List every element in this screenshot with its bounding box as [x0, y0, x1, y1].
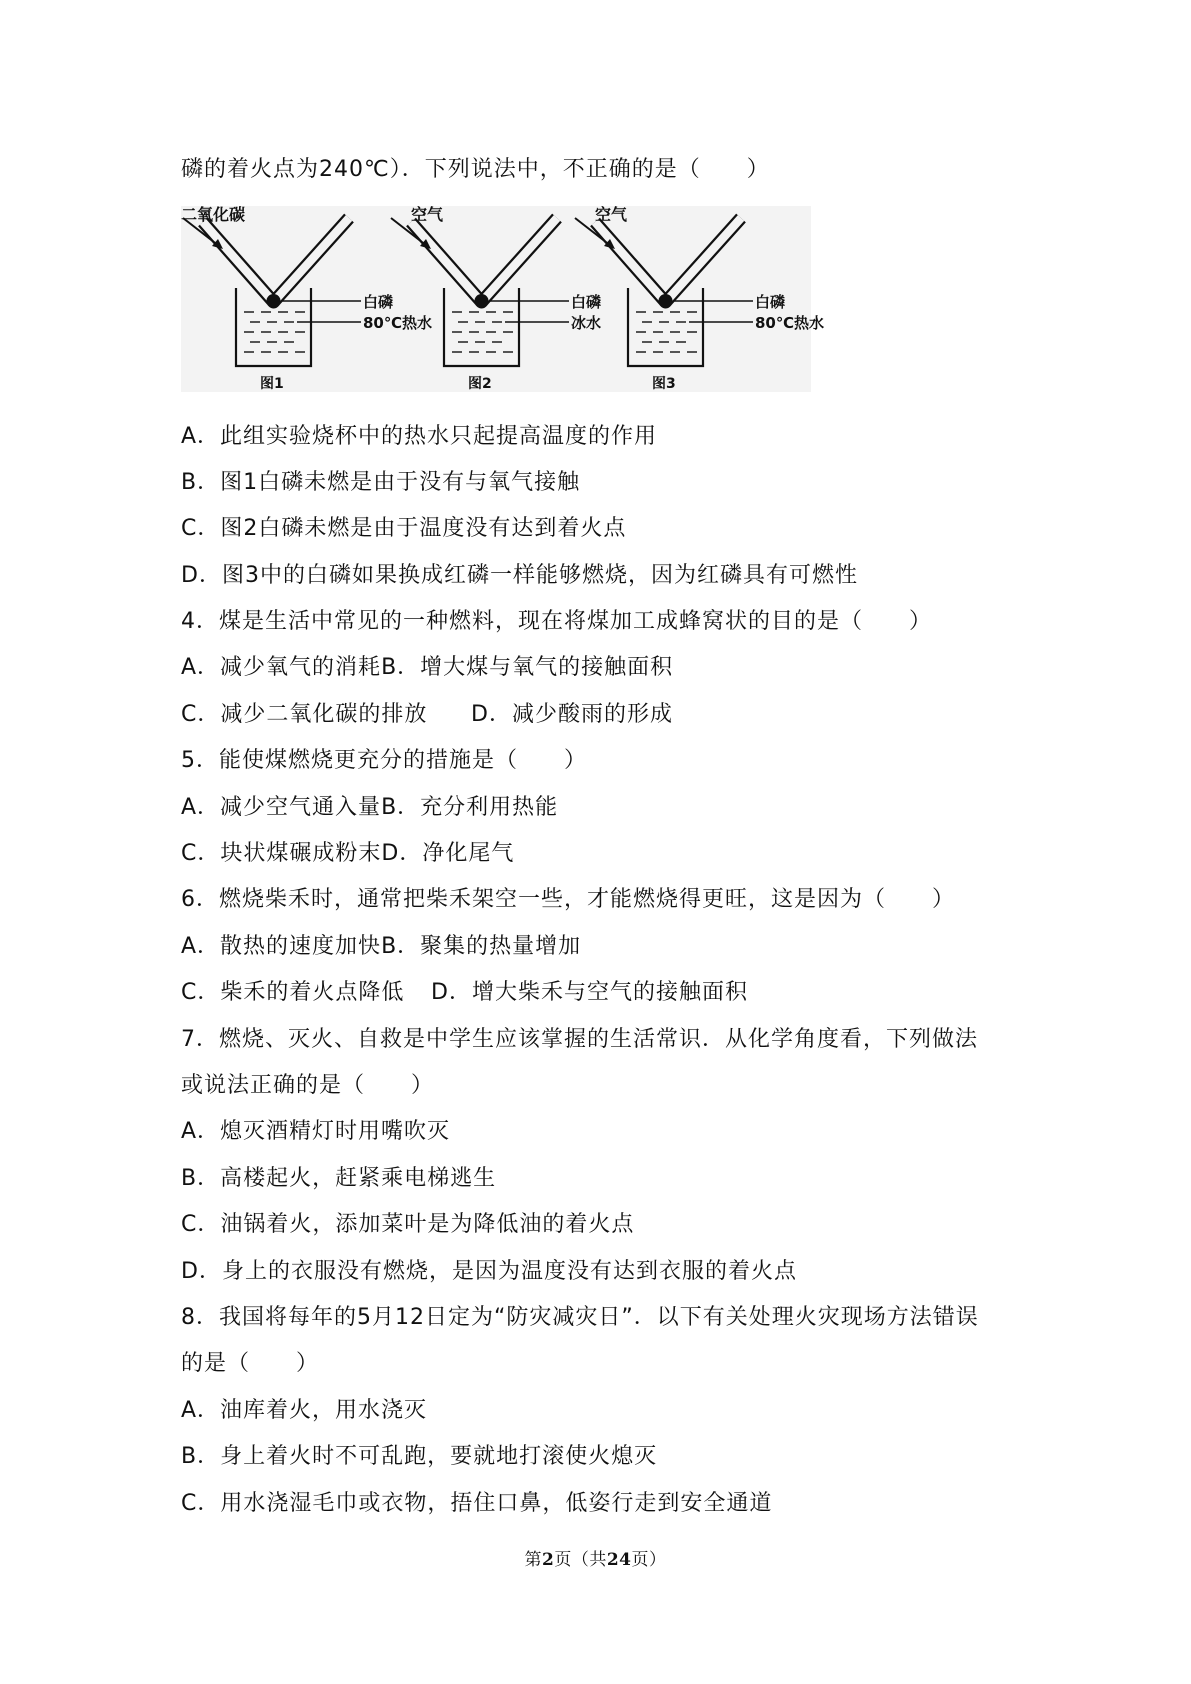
q3-option-a: A．此组实验烧杯中的热水只起提高温度的作用: [181, 424, 658, 449]
q4-stem: 4．煤是生活中常见的一种燃料，现在将煤加工成蜂窝状的目的是（ ）: [181, 609, 932, 634]
q6-option-c: C．柴禾的着火点降低: [181, 980, 405, 1005]
panel-1-phosphorus: [267, 294, 281, 308]
q5-option-b: B．充分利用热能: [381, 795, 559, 820]
panel-3-liquid-label: 80℃热水: [755, 314, 825, 332]
question-3-stem-tail: 磷的着火点为240℃）．下列说法中，不正确的是（ ）: [181, 157, 770, 182]
panel-1-solid-label: 白磷: [363, 293, 394, 311]
panel-2-gas-label: 空气: [411, 205, 444, 224]
q8-stem-line-1: 8．我国将每年的5月12日定为“防灾减灾日”．以下有关处理火灾现场方法错误: [181, 1305, 979, 1330]
panel-3-tube-inner: [595, 218, 741, 302]
q8-option-a: A．油库着火，用水浇灭: [181, 1398, 428, 1423]
q3-option-c: C．图2白磷未燃是由于温度没有达到着火点: [181, 516, 627, 541]
panel-1-liquid-label: 80℃热水: [363, 314, 433, 332]
q7-option-b: B．高楼起火，赶紧乘电梯逃生: [181, 1166, 497, 1191]
q3-option-b: B．图1白磷未燃是由于没有与氧气接触: [181, 470, 581, 495]
q5-options-ab: [181, 793, 558, 823]
panel-1-caption: 图1: [260, 376, 284, 392]
q6-option-a: A．散热的速度加快: [181, 934, 382, 959]
q4-option-b: B．增大煤与氧气的接触面积: [381, 655, 674, 680]
q6-stem: 6．燃烧柴禾时，通常把柴禾架空一些，才能燃烧得更旺，这是因为（ ）: [181, 887, 955, 912]
q7-option-d: D．身上的衣服没有燃烧，是因为温度没有达到衣服的着火点: [181, 1259, 797, 1284]
page-footer: [0, 1545, 1191, 1570]
q5-option-c: C．块状煤碾成粉末: [181, 841, 382, 866]
q5-stem: 5．能使煤燃烧更充分的措施是（ ）: [181, 748, 587, 773]
panel-2-solid-label: 白磷: [571, 293, 602, 311]
q6-options-ab: [181, 932, 581, 962]
footer-prefix: 第: [524, 1550, 542, 1570]
q8-stem-line-2: 的是（ ）: [181, 1351, 320, 1376]
q5-option-a: A．减少空气通入量: [181, 795, 382, 820]
panel-2-phosphorus: [475, 294, 489, 308]
q4-option-d: D．减少酸雨的形成: [471, 702, 673, 727]
q7-stem-line-1: 7．燃烧、灭火、自救是中学生应该掌握的生活常识．从化学角度看，下列做法: [181, 1027, 978, 1052]
q6-options-cd: [181, 978, 748, 1008]
q7-option-c: C．油锅着火，添加菜叶是为降低油的着火点: [181, 1212, 635, 1237]
panel-3-phosphorus: [659, 294, 673, 308]
panel-2-tube-outline: [411, 218, 557, 302]
experiment-diagram: [181, 205, 825, 392]
q4-options-ab: [181, 653, 673, 683]
q6-option-d: D．增大柴禾与空气的接触面积: [431, 980, 748, 1005]
footer-middle: 页（共: [554, 1550, 607, 1570]
q5-option-d: D．净化尾气: [381, 841, 515, 866]
footer-suffix: 页）: [631, 1550, 667, 1570]
panel-1-tube-inner: [203, 218, 349, 302]
q6-option-b: B．聚集的热量增加: [381, 934, 582, 959]
panel-2-liquid-label: 冰水: [571, 314, 602, 332]
q5-options-cd: [181, 839, 514, 869]
q4-option-a: A．减少氧气的消耗: [181, 655, 382, 680]
panel-3-tube-outline: [595, 218, 741, 302]
q8-option-b: B．身上着火时不可乱跑，要就地打滚使火熄灭: [181, 1444, 658, 1469]
q4-option-c: C．减少二氧化碳的排放: [181, 702, 428, 727]
footer-total-pages: 24: [606, 1550, 632, 1570]
panel-1-gas-label: 二氧化碳: [181, 205, 246, 224]
q8-option-c: C．用水浇湿毛巾或衣物，捂住口鼻，低姿行走到安全通道: [181, 1491, 773, 1516]
panel-2-tube-inner: [411, 218, 557, 302]
footer-page-number: 2: [541, 1550, 555, 1570]
q4-options-cd: [181, 700, 673, 730]
combustion-experiment-figure: [181, 205, 825, 392]
panel-2-caption: 图2: [468, 376, 492, 392]
panel-1-tube-outline: [203, 218, 349, 302]
panel-3-gas-label: 空气: [595, 205, 628, 224]
q3-option-d: D．图3中的白磷如果换成红磷一样能够燃烧，因为红磷具有可燃性: [181, 563, 858, 588]
panel-3-solid-label: 白磷: [755, 293, 786, 311]
q7-option-a: A．熄灭酒精灯时用嘴吹灭: [181, 1119, 451, 1144]
q7-stem-line-2: 或说法正确的是（ ）: [181, 1073, 435, 1098]
panel-3-caption: 图3: [652, 376, 676, 392]
